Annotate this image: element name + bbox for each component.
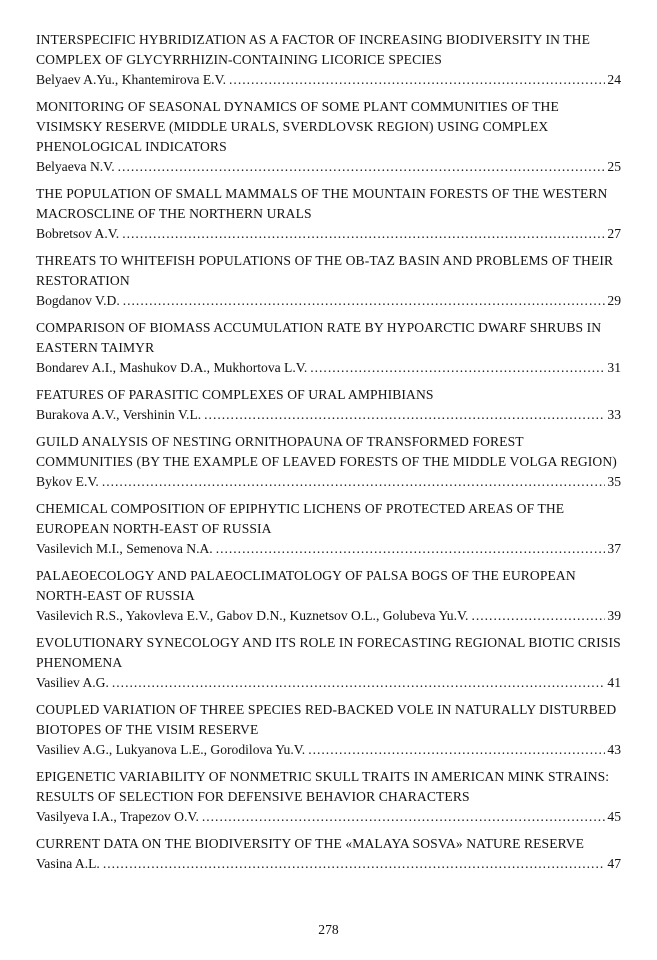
dot-leader [471, 606, 605, 626]
toc-entry-authors: Belyaev A.Yu., Khantemirova E.V. [36, 72, 227, 87]
dot-leader [308, 740, 605, 760]
toc-entry-authors: Vasina A.L. [36, 856, 100, 871]
toc-entry-page-number: 33 [607, 407, 621, 422]
toc-entry-title: COMPARISON OF BIOMASS ACCUMULATION RATE BY HYPOARCTIC DWARF SHRUBS IN EASTERN TAIMYR [36, 320, 602, 355]
toc-entry [36, 30, 621, 90]
toc-entry [36, 385, 621, 425]
toc-entry-page-number: 31 [607, 360, 621, 375]
toc-entry-title: CHEMICAL COMPOSITION OF EPIPHYTIC LICHENS OF PROTECTED AREAS OF THE EUROPEAN NORTH-EAST OF RUSSIA [36, 501, 565, 536]
toc-entry-title: MONITORING OF SEASONAL DYNAMICS OF SOME PLANT COMMUNITIES OF THE VISIMSKY RESERVE (MIDDLE URALS, SVERDLOVSK REGION) USING COMPLEX PHENOLOGICAL INDICATORS [36, 99, 559, 154]
toc-entry-title: EPIGENETIC VARIABILITY OF NONMETRIC SKULL TRAITS IN AMERICAN MINK STRAINS: RESULTS OF SELECTION FOR DEFENSIVE BEHAVIOR CHARACTERS [36, 769, 610, 804]
toc-entry [36, 432, 621, 492]
toc-entry-authors: Vasiliev A.G., Lukyanova L.E., Gorodilova Yu.V. [36, 742, 306, 757]
toc-entry-author-line [36, 539, 621, 559]
toc-entry-title: THREATS TO WHITEFISH POPULATIONS OF THE OB-TAZ BASIN AND PROBLEMS OF THEIR RESTORATION [36, 253, 614, 288]
toc-entry-authors: Bykov E.V. [36, 474, 99, 489]
toc-entry-title: EVOLUTIONARY SYNECOLOGY AND ITS ROLE IN FORECASTING REGIONAL BIOTIC CRISIS PHENOMENA [36, 635, 621, 670]
dot-leader [202, 807, 606, 827]
toc-entry-author-line [36, 854, 621, 874]
dot-leader [112, 673, 606, 693]
toc-entry-author-line [36, 472, 621, 492]
toc-entry-authors: Bogdanov V.D. [36, 293, 120, 308]
page-footer [36, 922, 621, 942]
toc-entry [36, 566, 621, 626]
toc-entry-page-number: 37 [607, 541, 621, 556]
toc-entry-author-line [36, 157, 621, 177]
toc-entry-title: GUILD ANALYSIS OF NESTING ORNITHOPAUNA OF TRANSFORMED FOREST COMMUNITIES (BY THE EXAMPLE OF LEAVED FORESTS OF THE MIDDLE VOLGA REGION) [36, 434, 617, 469]
toc-entry-author-line [36, 673, 621, 693]
toc-entry [36, 184, 621, 244]
toc-entry-authors: Vasiliev A.G. [36, 675, 109, 690]
toc-entry-page-number: 41 [607, 675, 621, 690]
toc-entry-authors: Bondarev A.I., Mashukov D.A., Mukhortova L.V. [36, 360, 308, 375]
toc-entry-title: FEATURES OF PARASITIC COMPLEXES OF URAL AMPHIBIANS [36, 387, 434, 402]
toc-entry-author-line [36, 291, 621, 311]
toc-entry-authors: Belyaeva N.V. [36, 159, 115, 174]
toc-entry-author-line [36, 405, 621, 425]
dot-leader [102, 472, 606, 492]
toc-entry-title: CURRENT DATA ON THE BIODIVERSITY OF THE «MALAYA SOSVA» NATURE RESERVE [36, 836, 585, 851]
toc-entry-authors: Bobretsov A.V. [36, 226, 120, 241]
dot-leader [122, 224, 605, 244]
toc-entry [36, 700, 621, 760]
toc-entry-page-number: 27 [607, 226, 621, 241]
toc-entry-author-line [36, 606, 621, 626]
toc-entry-page-number: 24 [607, 72, 621, 87]
toc-entry [36, 251, 621, 311]
toc-entry [36, 499, 621, 559]
toc-entry-author-line [36, 807, 621, 827]
dot-leader [118, 157, 606, 177]
toc-entry-author-line [36, 740, 621, 760]
toc-entry [36, 767, 621, 827]
toc-entry-author-line [36, 358, 621, 378]
toc-entry-author-line [36, 70, 621, 90]
toc-entry-page-number: 45 [607, 809, 621, 824]
toc-entry-authors: Vasilyeva I.A., Trapezov O.V. [36, 809, 199, 824]
toc-entry-title: INTERSPECIFIC HYBRIDIZATION AS A FACTOR OF INCREASING BIODIVERSITY IN THE COMPLEX OF GLYCYRRHIZIN-CONTAINING LICORICE SPECIES [36, 32, 590, 67]
toc-entry [36, 97, 621, 177]
toc-entry-page-number: 47 [607, 856, 621, 871]
toc-entry-page-number: 39 [607, 608, 621, 623]
toc-entry-author-line [36, 224, 621, 244]
dot-leader [204, 405, 605, 425]
toc-entry-title: COUPLED VARIATION OF THREE SPECIES RED-BACKED VOLE IN NATURALLY DISTURBED BIOTOPES OF THE VISIM RESERVE [36, 702, 617, 737]
toc-entry [36, 834, 621, 874]
toc-entry-authors: Vasilevich R.S., Yakovleva E.V., Gabov D.N., Kuznetsov O.L., Golubeva Yu.V. [36, 608, 469, 623]
toc-entry-page-number: 29 [607, 293, 621, 308]
dot-leader [229, 70, 605, 90]
dot-leader [310, 358, 605, 378]
table-of-contents [36, 30, 621, 922]
toc-entry-page-number: 43 [607, 742, 621, 757]
page-number: 278 [318, 922, 339, 937]
toc-entry [36, 318, 621, 378]
toc-entry-page-number: 25 [607, 159, 621, 174]
toc-entry-authors: Vasilevich M.I., Semenova N.A. [36, 541, 213, 556]
dot-leader [216, 539, 606, 559]
dot-leader [103, 854, 606, 874]
toc-entry-authors: Burakova A.V., Vershinin V.L. [36, 407, 202, 422]
dot-leader [123, 291, 606, 311]
toc-entry-title: PALAEOECOLOGY AND PALAEOCLIMATOLOGY OF PALSA BOGS OF THE EUROPEAN NORTH-EAST OF RUSSIA [36, 568, 576, 603]
toc-entry-page-number: 35 [607, 474, 621, 489]
toc-entry [36, 633, 621, 693]
toc-entry-title: THE POPULATION OF SMALL MAMMALS OF THE MOUNTAIN FORESTS OF THE WESTERN MACROSCLINE OF THE NORTHERN URALS [36, 186, 608, 221]
